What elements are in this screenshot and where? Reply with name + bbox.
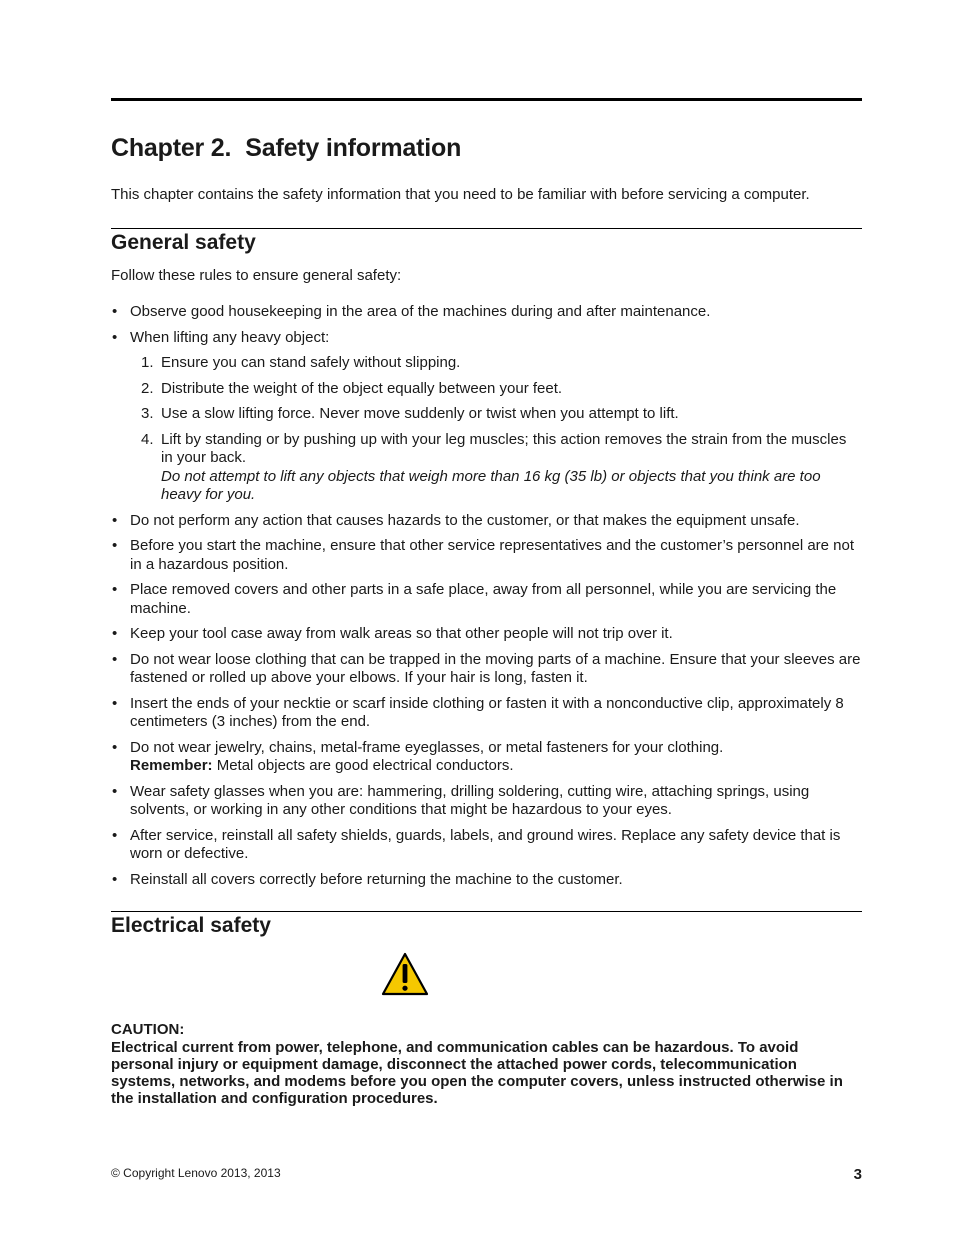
step-number: 2. [141,379,154,397]
list-item [111,871,862,890]
list-item [111,783,862,820]
list-item-text: Keep your tool case away from walk areas so that other people will not trip over it. [130,625,673,642]
list-item [111,651,862,688]
list-item [111,303,862,322]
bullet: • [112,537,118,554]
step-number: 4. [141,430,154,448]
bullet: • [112,625,118,642]
bullet: • [112,870,118,888]
bullet: • [112,782,118,800]
lifting-step [111,354,862,373]
bullet: • [112,826,118,844]
step-text: Distribute the weight of the object equally between your feet. [161,379,563,397]
list-item-text: Wear safety glasses when you are: hammering, drilling soldering, cutting wire, attaching springs, using solvents, or working in any other conditions that might be hazardous to your eyes. [130,782,810,818]
list-item [111,329,862,505]
list-item [111,739,862,776]
chapter-intro: This chapter contains the safety information that you need to be familiar with before servicing a computer. [111,186,810,203]
list-item-text: Observe good housekeeping in the area of the machines during and after maintenance. [130,303,711,320]
caution-text: Electrical current from power, telephone, and communication cables can be hazardous. To avoid personal injury or equipment damage, disconnect the attached power cords, telecommunication systems, networks, and modems before you open the computer covers, unless instructed otherwise in the installation and configuration procedures. [111,1039,843,1107]
list-item-text: After service, reinstall all safety shields, guards, labels, and ground wires. Replace any safety device that is worn or defective. [130,826,841,862]
section-heading-electrical-safety: Electrical safety [111,914,271,937]
remember-text: Metal objects are good electrical conductors. [216,757,514,774]
page-number: 3 [853,1166,862,1183]
list-item [111,695,862,732]
general-safety-list [111,303,862,896]
list-item-text: Do not perform any action that causes hazards to the customer, or that makes the equipment unsafe. [130,511,800,529]
step-number: 3. [141,405,154,422]
section-rule-general [111,228,862,229]
general-safety-lead: Follow these rules to ensure general safety: [111,267,402,284]
section-rule-electrical [111,911,862,912]
list-item [111,625,862,644]
list-item-text: Do not wear loose clothing that can be trapped in the moving parts of a machine. Ensure that your sleeves are fastened or rolled up above your elbows. If your hair is long, fasten it. [130,650,861,686]
lifting-step [111,405,862,424]
list-item-text: Before you start the machine, ensure that other service representatives and the customer’s personnel are not in a hazardous position. [130,537,855,573]
bullet: • [112,581,118,598]
list-item-text: Place removed covers and other parts in a safe place, away from all personnel, while you are servicing the machine. [130,581,837,617]
lifting-step [111,431,862,505]
lifting-warning: Do not attempt to lift any objects that weigh more than 16 kg (35 lb) or objects that you think are too heavy for you. [161,467,821,503]
list-item-text: Reinstall all covers correctly before returning the machine to the customer. [130,870,623,888]
bullet: • [112,694,118,712]
list-item [111,512,862,531]
bullet: • [112,650,118,668]
caution-label: CAUTION: [111,1021,185,1038]
footer-copyright: © Copyright Lenovo 2013, 2013 [111,1166,281,1180]
step-number: 1. [141,354,154,371]
step-text: Lift by standing or by pushing up with your leg muscles; this action removes the strain from the muscles in your back. [161,430,847,466]
step-text: Ensure you can stand safely without slipping. [161,354,461,371]
bullet: • [112,738,118,756]
list-item [111,537,862,574]
chapter-rule [111,98,862,101]
lifting-steps-list [130,354,862,505]
bullet: • [112,328,118,346]
chapter-number: Chapter 2. [111,134,232,162]
list-item-text: Insert the ends of your necktie or scarf inside clothing or fasten it with a nonconductive clip, approximately 8 centimeters (3 inches) from the end. [130,694,844,730]
list-item-text: When lifting any heavy object: [130,328,330,346]
section-heading-general-safety: General safety [111,231,256,254]
bullet: • [112,511,118,529]
remember-note [130,757,514,774]
list-item [111,581,862,618]
chapter-title-text: Safety information [245,134,462,162]
step-text: Use a slow lifting force. Never move suddenly or twist when you attempt to lift. [161,405,679,422]
remember-label: Remember: [130,757,213,774]
chapter-title [111,134,461,163]
list-item [111,827,862,864]
bullet: • [112,303,118,320]
list-item-text: Do not wear jewelry, chains, metal-frame eyeglasses, or metal fasteners for your clothing. [130,738,724,756]
caution-triangle-icon [381,952,429,996]
lifting-step [111,380,862,399]
